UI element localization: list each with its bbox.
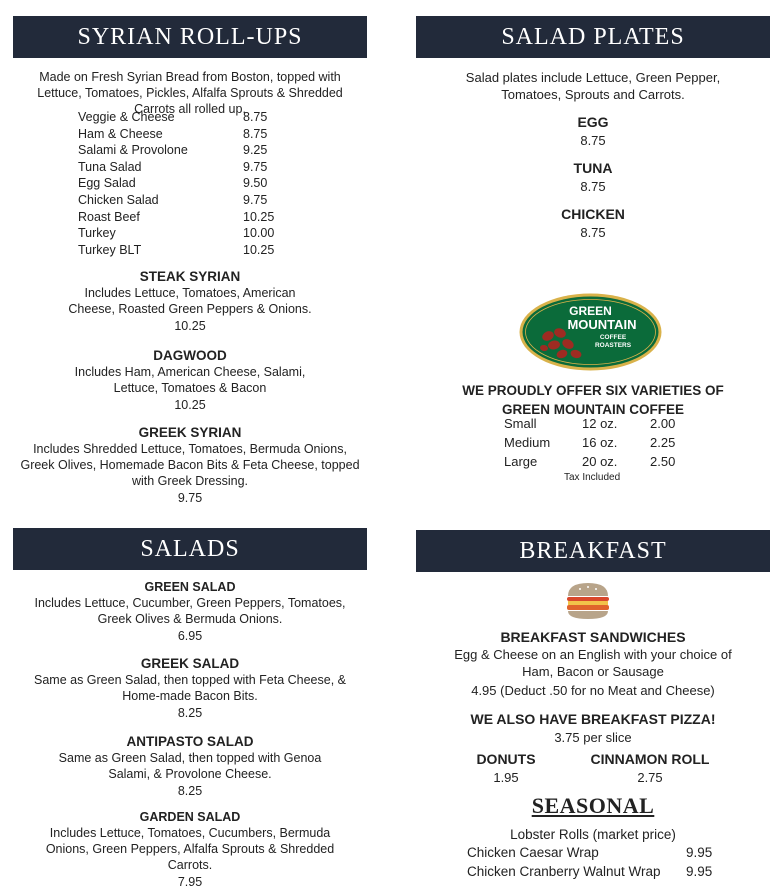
coffee-price: 2.50 [650,453,676,469]
coffee-size: Medium [504,434,551,450]
salad-plate-chicken [416,206,770,240]
coffee-price: 2.25 [650,434,676,450]
coffee-size: Large [504,453,538,469]
logo-text-green: GREEN [569,304,612,318]
coffee-row [504,434,704,453]
item-price: 9.25 [243,143,268,158]
logo-text-roasters: ROASTERS [594,342,632,349]
donuts-name: DONUTS [476,751,536,767]
special-steak-syrian [13,269,367,333]
item-name: Turkey [78,226,116,241]
menu-item [78,225,318,242]
item-name: Salami & Provolone [78,143,188,158]
breakfast-pizza [416,711,770,745]
seasonal-item-name: Chicken Cranberry Walnut Wrap [467,864,661,879]
seasonal-item-name: Chicken Caesar Wrap [467,845,599,860]
logo-text-coffee: COFFEE [599,334,627,341]
breakfast-sandwiches [416,629,770,698]
salad-price: 8.25 [177,706,203,720]
menu-item [78,242,318,259]
menu-item [78,142,318,159]
cinnamon-roll-name: CINNAMON ROLL [590,751,710,767]
plate-name: EGG [577,114,609,130]
item-price: 10.00 [243,226,275,241]
tax-note: Tax Included [564,472,621,483]
coffee-size: Small [504,416,537,431]
logo-text-mountain: MOUNTAIN [567,317,637,332]
salad-name: GREEN SALAD [144,580,236,594]
plate-price: 8.75 [580,133,606,148]
item-price: 9.50 [243,176,268,191]
special-name: DAGWOOD [153,348,227,363]
special-price: 10.25 [174,398,206,412]
lobster-name: Lobster Rolls [510,827,589,842]
salad-green [13,580,367,643]
menu-item [78,175,318,192]
plate-name: CHICKEN [561,206,625,222]
cinnamon-roll-item [580,751,720,785]
cinnamon-roll-price: 2.75 [637,770,663,785]
menu-item [78,126,318,143]
coffee-row [504,453,704,472]
breakfast-pizza-title: WE ALSO HAVE BREAKFAST PIZZA! [470,711,716,727]
item-price: 10.25 [243,209,275,224]
coffee-oz: 20 oz. [582,453,618,469]
coffee-oz: 12 oz. [582,416,618,431]
breakfast-sandwiches-desc: Egg & Cheese on an English with your choice of Ham, Bacon or Sausage [454,647,732,679]
coffee-row [504,415,704,434]
item-name: Veggie & Cheese [78,110,175,124]
coffee-oz: 16 oz. [582,434,618,450]
salad-plates-banner: SALAD PLATES [416,16,770,58]
salad-plate-egg [416,114,770,148]
menu-item [78,109,318,126]
salad-price: 6.95 [177,629,203,643]
donuts-price: 1.95 [493,770,519,785]
rollups-intro: Made on Fresh Syrian Bread from Boston, topped with Lettuce, Tomatoes, Pickles, Alfalfa Sprouts & Shredded Carrots all rolled up. [37,70,343,116]
item-name: Turkey BLT [78,242,142,257]
menu-item [78,159,318,176]
salad-plate-tuna [416,160,770,194]
salad-desc: Same as Green Salad, then topped with Genoa Salami, & Provolone Cheese. [58,751,322,781]
lobster-note: (market price) [592,827,676,842]
item-name: Chicken Salad [78,192,159,207]
seasonal-item-price: 9.95 [686,864,713,879]
breakfast-banner: BREAKFAST [416,530,770,572]
item-price: 10.25 [243,242,275,257]
coffee-heading-line1: WE PROUDLY OFFER SIX VARIETIES OF [462,383,724,398]
item-name: Ham & Cheese [78,126,163,141]
menu-item [78,209,318,226]
menu-item [78,192,318,209]
item-price: 9.75 [243,192,268,207]
salad-plates-intro: Salad plates include Lettuce, Green Pepper, Tomatoes, Sprouts and Carrots. [465,70,721,102]
item-price: 9.75 [243,159,268,174]
logo-graphic [518,292,663,372]
special-desc: Includes Shredded Lettuce, Tomatoes, Bermuda Onions, Greek Olives, Homemade Bacon Bits & Feta Cheese, topped with Greek Dressing. [20,442,360,488]
coffee-heading-line2: GREEN MOUNTAIN COFFEE [502,402,684,417]
salad-greek [13,656,367,720]
breakfast-pizza-price: 3.75 per slice [554,730,632,745]
item-name: Tuna Salad [78,159,142,174]
special-name: GREEK SYRIAN [138,425,242,440]
salad-price: 7.95 [177,875,203,889]
salad-garden [13,810,367,889]
salad-name: GARDEN SALAD [139,810,241,824]
breakfast-sandwiches-title: BREAKFAST SANDWICHES [500,629,686,645]
special-desc: Includes Ham, American Cheese, Salami, Lettuce, Tomatoes & Bacon [74,365,306,395]
salad-name: ANTIPASTO SALAD [126,734,254,749]
item-name: Roast Beef [78,209,140,224]
coffee-heading [416,381,770,419]
special-price: 10.25 [174,319,206,333]
salad-desc: Includes Lettuce, Cucumber, Green Peppers, Tomatoes, Greek Olives & Bermuda Onions. [34,596,346,626]
plate-name: TUNA [573,160,613,176]
rollups-item-list [78,109,318,258]
burger-icon [565,581,611,621]
plate-price: 8.75 [580,179,606,194]
special-price: 9.75 [177,491,203,505]
salad-antipasto [13,734,367,798]
salad-name: GREEK SALAD [140,656,240,671]
seasonal-lobster [416,827,770,842]
item-price: 8.75 [243,126,268,141]
special-dagwood [13,348,367,412]
seasonal-item-price: 9.95 [686,845,713,860]
item-name: Egg Salad [78,176,136,191]
special-desc: Includes Lettuce, Tomatoes, American Cheese, Roasted Green Peppers & Onions. [68,286,312,316]
plate-price: 8.75 [580,225,606,240]
salad-price: 8.25 [177,784,203,798]
salad-desc: Same as Green Salad, then topped with Feta Cheese, & Home-made Bacon Bits. [34,673,346,703]
special-greek-syrian [13,425,367,505]
salads-banner: SALADS [13,528,367,570]
seasonal-item [467,845,727,864]
salad-desc: Includes Lettuce, Tomatoes, Cucumbers, Bermuda Onions, Green Peppers, Alfalfa Sprouts & Shredded Carrots. [45,826,335,872]
coffee-price: 2.00 [650,416,676,431]
special-name: STEAK SYRIAN [139,269,241,284]
breakfast-sandwiches-price: 4.95 (Deduct .50 for no Meat and Cheese) [471,683,715,698]
seasonal-item [467,864,727,883]
item-price: 8.75 [243,110,268,124]
green-mountain-logo [518,292,663,372]
coffee-size-table [504,415,704,471]
donuts-item [466,751,546,785]
seasonal-title: SEASONAL [531,793,655,818]
syrian-rollups-banner: SYRIAN ROLL-UPS [13,16,367,58]
